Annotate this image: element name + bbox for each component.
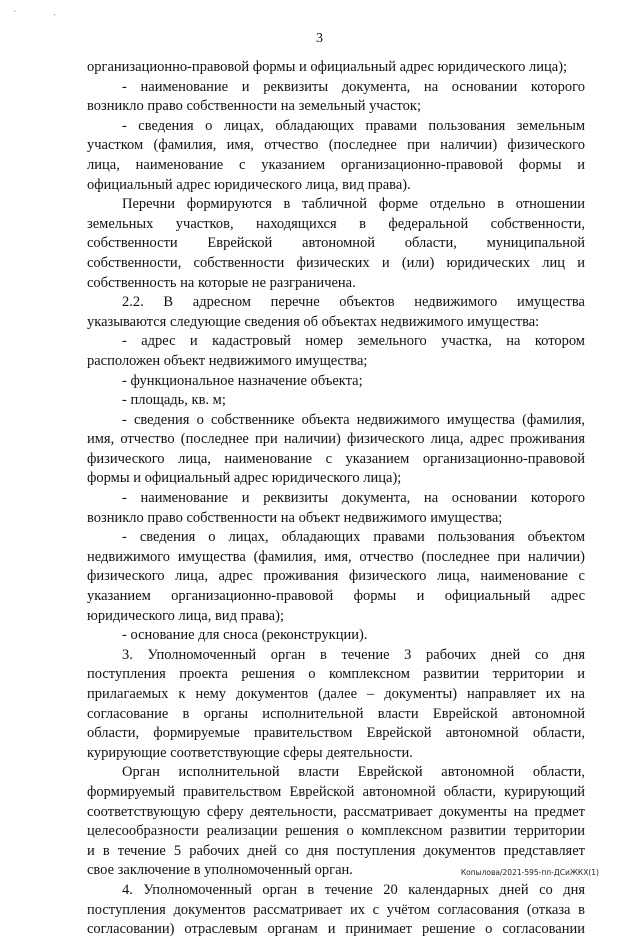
text-line: имя, отчество (последнее при наличии) физического лица, адрес проживания: [87, 431, 585, 448]
text-line: области, формируемые правительством Еврейской автономной области,: [87, 725, 585, 742]
text-line: 3. Уполномоченный орган в течение 3 рабочих дней со дня: [122, 646, 585, 663]
text-line: и в течение 5 рабочих дней со дня поступления документов представляет: [87, 842, 585, 859]
text-line: официальный адрес юридического лица, вид права).: [87, 176, 411, 193]
text-line: формируемый правительством Еврейской автономной области, курирующий: [87, 783, 585, 800]
text-line: курирующие соответствующие сферы деятельности.: [87, 744, 413, 761]
text-line: участком (фамилия, имя, отчество (последнее при наличии) физического: [87, 137, 585, 154]
document-body: [87, 58, 585, 940]
text-line: указываются следующие сведения об объектах недвижимого имущества:: [87, 313, 540, 330]
text-line: юридического лица, вид права);: [87, 607, 284, 624]
text-line: - сведения о собственнике объекта недвижимого имущества (фамилия,: [122, 411, 585, 428]
text-line: собственности Еврейской автономной области, муниципальной: [87, 235, 585, 252]
text-line: возникло право собственности на земельный участок;: [87, 98, 422, 115]
text-line: 4. Уполномоченный орган в течение 20 календарных дней со дня: [122, 881, 585, 898]
text-line: согласовании) отраслевым органам и принимает решение о согласовании: [87, 921, 585, 938]
text-line: прилагаемых к нему документов (далее – документы) направляет их на: [87, 686, 585, 702]
text-line: организационно-правовой формы и официальный адрес юридического лица);: [87, 59, 568, 75]
document-footer-code: Копылова/2021-595-пп-ДСиЖКХ(1): [460, 868, 599, 877]
text-line: - адрес и кадастровый номер земельного участка, на котором: [122, 333, 585, 350]
text-line: Орган исполнительной власти Еврейской автономной области,: [122, 764, 585, 781]
text-line: - сведения о лицах, обладающих правами пользования земельным: [122, 117, 585, 134]
text-line: - сведения о лицах, обладающих правами пользования объектом: [122, 529, 585, 546]
text-line: целесообразности реализации решения о комплексном развитии территории: [87, 823, 585, 840]
text-line: - функциональное назначение объекта;: [122, 372, 363, 389]
text-line: физического лица, адрес проживания физического лица, наименование с: [87, 568, 585, 585]
text-line: собственность на которые не разграничена.: [87, 274, 356, 291]
text-line: согласование в органы исполнительной власти Еврейской автономной: [87, 705, 585, 722]
text-line: - основание для сноса (реконструкции).: [122, 627, 368, 644]
text-line: - наименование и реквизиты документа, на основании которого: [122, 490, 585, 507]
page-number: 3: [316, 31, 323, 46]
text-line: соответствующую сферу деятельности, рассматривает документы на предмет: [87, 803, 585, 820]
text-line: Перечни формируются в табличной форме отдельно в отношении: [122, 196, 585, 213]
text-line: лица, наименование с указанием организационно-правовой формы и: [87, 156, 585, 173]
text-line: 2.2. В адресном перечне объектов недвижимого имущества: [122, 294, 585, 311]
text-line: поступления документов рассматривает их с учётом согласования (отказа в: [87, 901, 585, 918]
text-line: расположен объект недвижимого имущества;: [87, 352, 368, 369]
text-line: указанием организационно-правовой формы и официальный адрес: [87, 588, 585, 605]
text-line: - площадь, кв. м;: [122, 392, 226, 409]
text-line: физического лица, наименование с указанием организационно-правовой: [87, 450, 585, 467]
text-line: поступления проекта решения о комплексном развитии территории и: [87, 666, 585, 683]
scan-specks: ‘ ,: [14, 10, 74, 17]
text-line: возникло право собственности на объект недвижимого имущества;: [87, 509, 503, 526]
text-line: - наименование и реквизиты документа, на основании которого: [122, 78, 585, 95]
text-line: свое заключение в уполномоченный орган.: [87, 862, 353, 879]
text-line: формы и официальный адрес юридического лица);: [87, 470, 402, 487]
text-line: недвижимого имущества (фамилия, имя, отчество (последнее при наличии): [87, 548, 585, 565]
text-line: собственности, собственности физических и (или) юридических лиц и: [87, 254, 585, 271]
text-line: земельных участков, находящихся в федеральной собственности,: [87, 215, 585, 232]
